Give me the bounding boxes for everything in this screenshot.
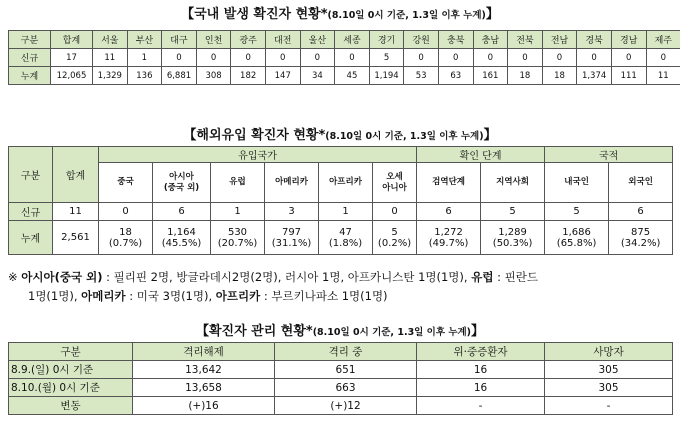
imported-cum-pct: (0.7%) bbox=[108, 237, 143, 249]
imported-cum-pct: (20.7%) bbox=[217, 237, 258, 249]
note-mark: ※ bbox=[8, 270, 18, 284]
domestic-header-cell: 충북 bbox=[438, 31, 473, 49]
management-header-cell: 사망자 bbox=[545, 343, 673, 361]
imported-cum-pct: (31.1%) bbox=[271, 237, 312, 249]
note-asia-text: : 필리핀 2명, 방글라데시2명(2명), 러시아 1명, 아프카니스탄 1명(1명), bbox=[102, 270, 472, 284]
imported-cum-value: 18 bbox=[119, 226, 132, 238]
domestic-cell: 53 bbox=[404, 67, 439, 85]
imported-title-close: 】 bbox=[483, 128, 497, 143]
imported-h-category: 구분 bbox=[9, 147, 53, 203]
domestic-header-cell: 광주 bbox=[231, 31, 266, 49]
imported-cum-label: 누계 bbox=[9, 221, 53, 255]
management-title bbox=[0, 320, 680, 339]
management-title-close: 】 bbox=[471, 324, 485, 339]
domestic-cell: 6,881 bbox=[162, 67, 197, 85]
imported-subheader-cell: 아프리카 bbox=[319, 163, 373, 203]
domestic-cell: 63 bbox=[438, 67, 473, 85]
domestic-cell: 308 bbox=[196, 67, 231, 85]
management-cell: 305 bbox=[545, 361, 673, 379]
domestic-cell: 1,194 bbox=[369, 67, 404, 85]
imported-table bbox=[8, 146, 673, 255]
management-header-cell: 구분 bbox=[9, 343, 133, 361]
domestic-cell: 0 bbox=[335, 49, 370, 67]
domestic-header-cell: 울산 bbox=[300, 31, 335, 49]
note-africa-text: : 부르키나파소 1명(1명) bbox=[260, 289, 388, 303]
domestic-header-cell: 전남 bbox=[542, 31, 577, 49]
note-europe-label: 유럽 bbox=[471, 270, 494, 284]
imported-cum-cell bbox=[319, 221, 373, 255]
imported-h-nationality: 국적 bbox=[545, 147, 673, 163]
imported-cum-cell bbox=[609, 221, 673, 255]
domestic-cell: 11 bbox=[93, 49, 128, 67]
management-row-label: 8.9.(일) 0시 기준 bbox=[9, 361, 133, 379]
domestic-header-cell: 충남 bbox=[473, 31, 508, 49]
imported-cum-value: 47 bbox=[339, 226, 352, 238]
domestic-row-label: 누계 bbox=[9, 67, 51, 85]
domestic-header-cell: 경북 bbox=[577, 31, 612, 49]
domestic-cell: 34 bbox=[300, 67, 335, 85]
domestic-cell: 0 bbox=[162, 49, 197, 67]
imported-cum-value: 1,272 bbox=[434, 226, 463, 238]
imported-new-cell: 6 bbox=[609, 203, 673, 221]
domestic-cell: 182 bbox=[231, 67, 266, 85]
domestic-row-label: 신규 bbox=[9, 49, 51, 67]
domestic-header-cell: 대구 bbox=[162, 31, 197, 49]
domestic-cell: 0 bbox=[438, 49, 473, 67]
imported-cum-cell bbox=[99, 221, 153, 255]
management-cell: 16 bbox=[417, 361, 545, 379]
imported-cum-row bbox=[9, 221, 673, 255]
note-line-2 bbox=[8, 287, 672, 306]
imported-new-row bbox=[9, 203, 673, 221]
imported-title-main: 【해외유입 확진자 현황* bbox=[183, 128, 326, 143]
domestic-cell: 111 bbox=[611, 67, 646, 85]
domestic-header-cell: 구분 bbox=[9, 31, 51, 49]
domestic-cell: 18 bbox=[542, 67, 577, 85]
management-row-label: 8.10.(월) 0시 기준 bbox=[9, 379, 133, 397]
management-header-cell: 위·중증환자 bbox=[417, 343, 545, 361]
management-header-cell: 격리 중 bbox=[275, 343, 417, 361]
domestic-header-cell: 경기 bbox=[369, 31, 404, 49]
domestic-header-cell: 대전 bbox=[265, 31, 300, 49]
note-europe-text: : 핀란드 bbox=[493, 270, 538, 284]
imported-cum-pct: (49.7%) bbox=[428, 237, 469, 249]
imported-new-cell: 6 bbox=[417, 203, 481, 221]
management-header-row bbox=[9, 343, 673, 361]
note-america-text: : 미국 3명(1명), bbox=[125, 289, 216, 303]
domestic-cell: 18 bbox=[508, 67, 543, 85]
domestic-cell: 147 bbox=[265, 67, 300, 85]
imported-subheader-cell: 유럽 bbox=[211, 163, 265, 203]
imported-cum-value: 1,686 bbox=[562, 226, 591, 238]
note-line-1 bbox=[8, 268, 672, 287]
domestic-cell: 12,065 bbox=[51, 67, 93, 85]
imported-subheader-cell: 내국인 bbox=[545, 163, 609, 203]
domestic-header-row bbox=[9, 31, 680, 49]
management-header-cell: 격리해제 bbox=[133, 343, 275, 361]
domestic-title bbox=[0, 3, 680, 22]
domestic-cell: 0 bbox=[646, 49, 680, 67]
domestic-header-cell: 경남 bbox=[611, 31, 646, 49]
management-row-label: 변동 bbox=[9, 397, 133, 415]
imported-new-cell: 1 bbox=[211, 203, 265, 221]
imported-new-label: 신규 bbox=[9, 203, 53, 221]
management-cell: 651 bbox=[275, 361, 417, 379]
imported-cum-pct: (65.8%) bbox=[556, 237, 597, 249]
imported-cum-cell bbox=[153, 221, 211, 255]
management-cell: 305 bbox=[545, 379, 673, 397]
domestic-cell: 0 bbox=[473, 49, 508, 67]
imported-cum-cell bbox=[211, 221, 265, 255]
imported-cum-cell bbox=[545, 221, 609, 255]
domestic-title-note: (8.10일 0시 기준, 1.3일 이후 누계) bbox=[327, 10, 486, 21]
management-cell: 16 bbox=[417, 379, 545, 397]
domestic-header-cell: 전북 bbox=[508, 31, 543, 49]
imported-cum-value: 1,289 bbox=[498, 226, 527, 238]
domestic-cell: 0 bbox=[542, 49, 577, 67]
domestic-header-cell: 합계 bbox=[51, 31, 93, 49]
management-cell: 13,658 bbox=[133, 379, 275, 397]
imported-subheader-cell: 오세 아니아 bbox=[373, 163, 417, 203]
domestic-title-close: 】 bbox=[485, 7, 499, 22]
imported-new-cell: 6 bbox=[153, 203, 211, 221]
domestic-cell: 0 bbox=[404, 49, 439, 67]
domestic-header-cell: 부산 bbox=[127, 31, 162, 49]
imported-new-cell: 5 bbox=[481, 203, 545, 221]
imported-cum-pct: (34.2%) bbox=[620, 237, 661, 249]
imported-cum-cell bbox=[373, 221, 417, 255]
domestic-cum-row bbox=[9, 67, 680, 85]
management-cell: 13,642 bbox=[133, 361, 275, 379]
imported-cum-value: 797 bbox=[281, 226, 302, 238]
imported-cum-cell bbox=[481, 221, 545, 255]
imported-cum-cell bbox=[265, 221, 319, 255]
management-title-note: (8.10일 0시 기준, 1.3일 이후 누계) bbox=[312, 327, 472, 338]
domestic-cell: 161 bbox=[473, 67, 508, 85]
imported-cum-value: 875 bbox=[631, 226, 651, 238]
domestic-cell: 0 bbox=[300, 49, 335, 67]
domestic-cell: 45 bbox=[335, 67, 370, 85]
imported-h-confirm: 확인 단계 bbox=[417, 147, 545, 163]
note-asia-label: 아시아(중국 외) bbox=[21, 270, 103, 284]
domestic-title-main: 【국내 발생 확진자 현황* bbox=[181, 7, 328, 22]
imported-cum-pct: (45.5%) bbox=[161, 237, 202, 249]
management-table bbox=[8, 342, 673, 415]
domestic-new-row bbox=[9, 49, 680, 67]
imported-cum-total: 2,561 bbox=[53, 221, 99, 255]
imported-cum-value: 5 bbox=[391, 226, 398, 238]
imported-subheader-cell: 아시아 (중국 외) bbox=[153, 163, 211, 203]
imported-title bbox=[0, 124, 680, 143]
imported-subheader-cell: 외국인 bbox=[609, 163, 673, 203]
imported-h-total: 합계 bbox=[53, 147, 99, 203]
imported-cum-value: 530 bbox=[227, 226, 248, 238]
domestic-table bbox=[8, 30, 680, 85]
imported-h-origin: 유입국가 bbox=[99, 147, 417, 163]
note-america-label: 아메리카 bbox=[81, 289, 126, 303]
management-cell: - bbox=[545, 397, 673, 415]
imported-subheader-cell: 검역단계 bbox=[417, 163, 481, 203]
management-row-change bbox=[9, 397, 673, 415]
domestic-cell: 0 bbox=[508, 49, 543, 67]
imported-new-total: 11 bbox=[53, 203, 99, 221]
domestic-cell: 1,374 bbox=[577, 67, 612, 85]
management-cell: 663 bbox=[275, 379, 417, 397]
note-line2-start: 1명(1명), bbox=[28, 289, 82, 303]
note-africa-label: 아프리카 bbox=[215, 289, 261, 303]
management-row-0809 bbox=[9, 361, 673, 379]
imported-subheader-cell: 지역사회 bbox=[481, 163, 545, 203]
domestic-header-cell: 제주 bbox=[646, 31, 680, 49]
imported-cum-value: 1,164 bbox=[167, 226, 196, 238]
imported-subheader-cell: 중국 bbox=[99, 163, 153, 203]
domestic-cell: 11 bbox=[646, 67, 680, 85]
management-cell: (+)16 bbox=[133, 397, 275, 415]
imported-cum-cell bbox=[417, 221, 481, 255]
origin-note bbox=[8, 268, 672, 306]
imported-new-cell: 5 bbox=[545, 203, 609, 221]
imported-subheader-cell: 아메리카 bbox=[265, 163, 319, 203]
imported-title-note: (8.10일 0시 기준, 1.3일 이후 누계) bbox=[325, 131, 484, 142]
domestic-cell: 0 bbox=[577, 49, 612, 67]
domestic-cell: 0 bbox=[231, 49, 266, 67]
domestic-cell: 1 bbox=[127, 49, 162, 67]
imported-cum-pct: (0.2%) bbox=[377, 237, 412, 249]
domestic-header-cell: 서울 bbox=[93, 31, 128, 49]
imported-new-cell: 0 bbox=[373, 203, 417, 221]
imported-cum-pct: (50.3%) bbox=[492, 237, 533, 249]
domestic-header-cell: 인천 bbox=[196, 31, 231, 49]
imported-new-cell: 3 bbox=[265, 203, 319, 221]
imported-new-cell: 0 bbox=[99, 203, 153, 221]
management-cell: (+)12 bbox=[275, 397, 417, 415]
domestic-cell: 0 bbox=[196, 49, 231, 67]
domestic-cell: 136 bbox=[127, 67, 162, 85]
imported-cum-pct: (1.8%) bbox=[328, 237, 363, 249]
domestic-cell: 0 bbox=[611, 49, 646, 67]
domestic-cell: 17 bbox=[51, 49, 93, 67]
domestic-cell: 1,329 bbox=[93, 67, 128, 85]
domestic-cell: 0 bbox=[265, 49, 300, 67]
management-title-main: 【확진자 관리 현황* bbox=[195, 324, 313, 339]
domestic-header-cell: 세종 bbox=[335, 31, 370, 49]
management-row-0810 bbox=[9, 379, 673, 397]
management-cell: - bbox=[417, 397, 545, 415]
imported-subheader-row bbox=[9, 163, 673, 203]
imported-new-cell: 1 bbox=[319, 203, 373, 221]
domestic-header-cell: 강원 bbox=[404, 31, 439, 49]
domestic-cell: 5 bbox=[369, 49, 404, 67]
